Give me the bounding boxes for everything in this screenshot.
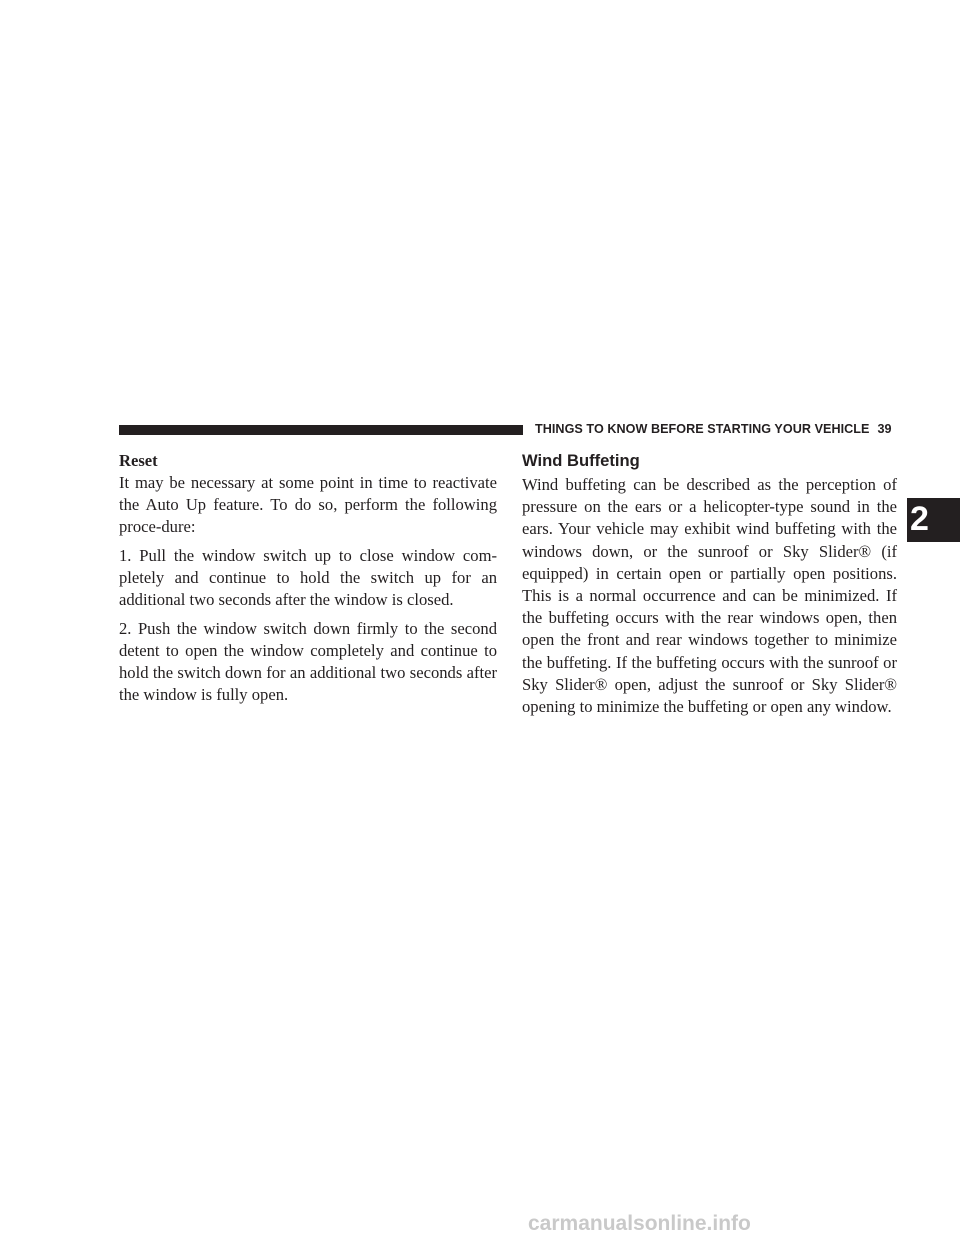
reset-intro-paragraph: It may be necessary at some point in time to reactivate the Auto Up feature. To do so, perform the following proce-dure: xyxy=(119,473,497,536)
chapter-number: 2 xyxy=(910,500,929,538)
watermark: carmanualsonline.info xyxy=(528,1212,751,1235)
reset-step-1: 1. Pull the window switch up to close window com-pletely and continue to hold the switch up for an additional two seconds after the window is closed. xyxy=(119,546,497,609)
reset-subheading: Reset xyxy=(119,451,158,470)
wind-buffeting-paragraph: Wind buffeting can be described as the perception of pressure on the ears or a helicopter-type sound in the ears. Your vehicle may exhibit wind buffeting with the windows down, or the sunroof or Sky Slider® (if equipped) in certain open or partially open positions. This is a normal occurrence and can be minimized. If the buffeting occurs with the rear windows open, then open the front and rear windows together to minimize the buffeting. If the buffeting occurs with the sunroof or Sky Slider® open, adjust the sunroof or Sky Slider® opening to minimize the buffeting or open any window. xyxy=(522,475,897,717)
left-column xyxy=(119,450,497,706)
running-head xyxy=(535,422,892,436)
running-head-title: THINGS TO KNOW BEFORE STARTING YOUR VEHICLE xyxy=(535,422,870,436)
right-column xyxy=(522,450,897,718)
wind-buffeting-heading: Wind Buffeting xyxy=(522,451,640,470)
reset-step-2: 2. Push the window switch down firmly to the second detent to open the window completely and continue to hold the switch down for an additional two seconds after the window is fully open. xyxy=(119,619,497,704)
chapter-tab xyxy=(907,498,960,542)
header-rule-bar xyxy=(119,425,523,435)
page-number: 39 xyxy=(877,422,892,436)
